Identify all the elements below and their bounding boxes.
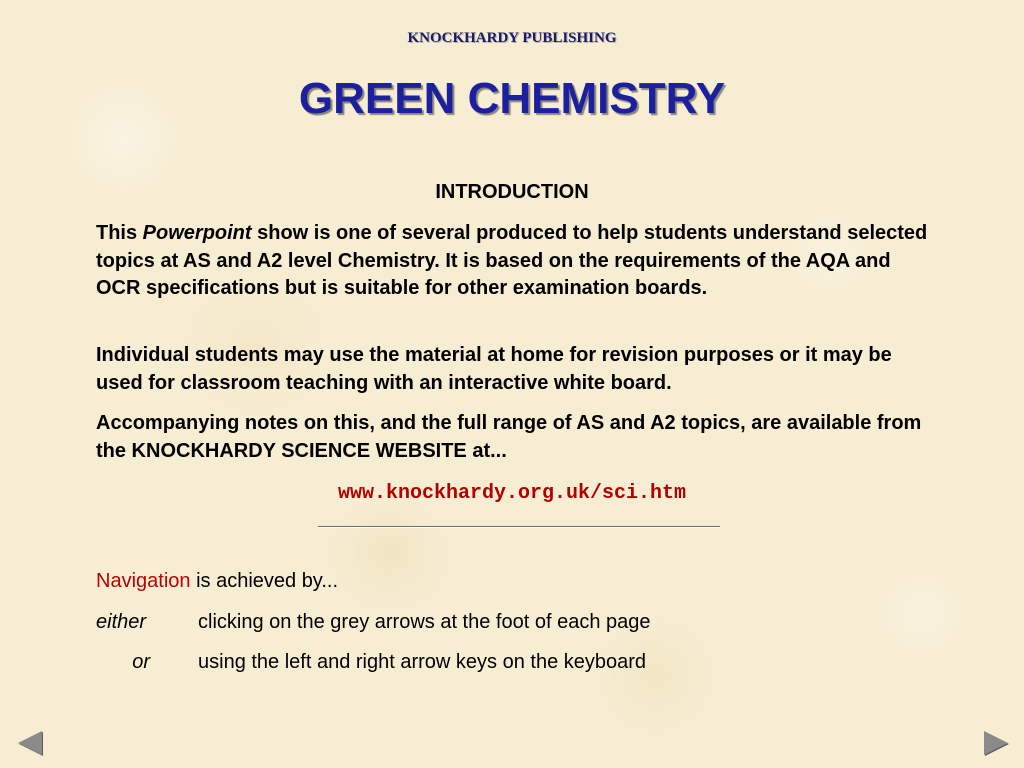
intro-heading: INTRODUCTION <box>435 181 589 203</box>
next-slide-arrow-icon[interactable] <box>984 731 1008 755</box>
navigation-option-either <box>96 611 796 634</box>
prev-slide-arrow-icon[interactable] <box>18 731 42 755</box>
intro-p1-rest: show is one of several produced to help students understand selected topics at AS and A2 level Chemistry. It is based on the requirements of the AQA and OCR specifications but is suitable for other examination boards. <box>96 222 928 299</box>
page-title: GREEN CHEMISTRY <box>298 74 726 123</box>
option-label: or <box>132 651 150 673</box>
website-link[interactable]: www.knockhardy.org.uk/sci.htm <box>337 482 687 505</box>
intro-paragraph-1 <box>96 220 936 303</box>
intro-paragraph-3: Accompanying notes on this, and the full range of AS and A2 topics, are available from the KNOCKHARDY SCIENCE WEBSITE at... <box>96 412 922 462</box>
navigation-rest: is achieved by... <box>190 570 338 592</box>
navigation-intro <box>96 570 338 593</box>
divider-line <box>318 526 720 528</box>
option-label: either <box>96 611 147 633</box>
intro-p1-start: This <box>96 222 143 244</box>
intro-p1-italic: Powerpoint <box>142 222 252 244</box>
navigation-word: Navigation <box>96 570 191 592</box>
option-text: clicking on the grey arrows at the foot of each page <box>198 611 651 633</box>
option-text: using the left and right arrow keys on the keyboard <box>198 651 647 673</box>
intro-paragraph-2: Individual students may use the material at home for revision purposes or it may be used for classroom teaching with an interactive white board. <box>96 344 892 394</box>
publisher-name: KNOCKHARDY PUBLISHING <box>407 30 617 46</box>
navigation-option-or <box>96 651 796 674</box>
